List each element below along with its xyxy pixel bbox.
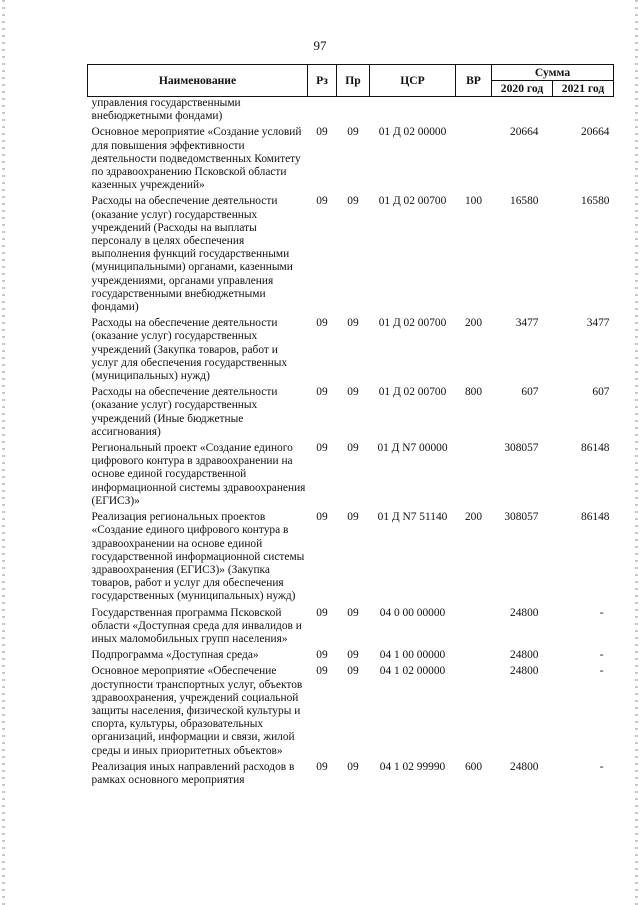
cell-csr: 01 Д 02 00000 (378, 126, 447, 139)
table-row (88, 386, 614, 442)
table-row (88, 442, 614, 511)
cell-name: Региональный проект «Создание единого цифрового контура в здравоохранении на основе единой государственной информационной системы здравоохранения (ЕГИСЗ)» (91, 442, 306, 507)
cell-csr: 04 1 02 99990 (379, 760, 446, 773)
cell-csr: 04 1 00 00000 (379, 649, 446, 662)
cell-csr: 01 Д 02 00700 (378, 195, 447, 208)
cell-vr: 200 (464, 511, 483, 524)
cell-name: Реализация иных направлений расходов в рамках основного мероприятия (91, 760, 295, 786)
table-row (88, 761, 614, 790)
table-body (88, 97, 614, 791)
cell-sum-2021: - (599, 665, 604, 678)
cell-vr (456, 97, 492, 127)
cell-sum-2021: 86148 (581, 511, 610, 524)
table-row (88, 317, 614, 386)
cell-rz: 09 (316, 442, 328, 455)
cell-vr (456, 607, 492, 650)
cell-sum-2020: 24800 (510, 760, 539, 773)
scan-margin-right (635, 0, 638, 905)
table-row (88, 195, 614, 317)
page-number: 97 (313, 38, 327, 53)
cell-rz: 09 (316, 195, 328, 208)
cell-sum-2021: 607 (592, 386, 610, 399)
table-row (88, 649, 614, 665)
header-vr: ВР (456, 65, 492, 97)
cell-sum-2021: - (599, 760, 604, 773)
cell-sum-2020: 16580 (510, 195, 539, 208)
cell-csr: 04 0 00 00000 (379, 606, 446, 619)
cell-pr: 09 (347, 760, 359, 773)
table-row (88, 607, 614, 650)
header-csr: ЦСР (370, 65, 456, 97)
cell-pr: 09 (347, 606, 359, 619)
cell-csr: 01 Д 02 00700 (378, 386, 447, 399)
cell-vr: 600 (464, 760, 483, 773)
table-row (88, 511, 614, 606)
cell-csr: 01 Д N7 51140 (377, 511, 448, 524)
cell-rz: 09 (316, 317, 328, 330)
cell-csr: 04 1 02 00000 (379, 665, 446, 678)
cell-pr: 09 (347, 665, 359, 678)
cell-vr: 100 (464, 195, 483, 208)
table-row (88, 126, 614, 195)
table-row (88, 97, 614, 127)
cell-rz: 09 (316, 511, 328, 524)
cell-rz: 09 (316, 649, 328, 662)
cell-vr: 800 (464, 386, 483, 399)
cell-vr (456, 649, 492, 665)
cell-rz: 09 (316, 386, 328, 399)
cell-name: Расходы на обеспечение деятельности (оказание услуг) государственных учреждений (Закупка товаров, работ и услуг для обеспечения государственных (муниципальных) нужд) (91, 317, 288, 383)
cell-pr (337, 97, 370, 127)
cell-sum-2020: 3477 (515, 317, 539, 330)
cell-sum-2021: - (599, 606, 604, 619)
budget-table (87, 64, 614, 790)
cell-name: Основное мероприятие «Создание условий для повышения эффективности деятельности подведомственных Комитету по здравоохранению Псковской области казенных учреждений» (91, 126, 302, 192)
cell-sum-2020: 308057 (504, 442, 539, 455)
cell-name: Подпрограмма «Доступная среда» (91, 649, 259, 662)
cell-sum-2021: 3477 (586, 317, 610, 330)
table-header (88, 65, 614, 97)
cell-sum-2020: 24800 (510, 649, 539, 662)
cell-csr: 01 Д 02 00700 (378, 317, 447, 330)
cell-pr: 09 (347, 317, 359, 330)
cell-rz (308, 97, 337, 127)
cell-sum-2020: 607 (521, 386, 539, 399)
cell-sum-2020: 24800 (510, 606, 539, 619)
cell-pr: 09 (347, 442, 359, 455)
cell-sum-2021: 20664 (581, 126, 610, 139)
header-name: Наименование (88, 65, 308, 97)
cell-pr: 09 (347, 126, 359, 139)
cell-pr: 09 (347, 649, 359, 662)
cell-rz: 09 (316, 126, 328, 139)
cell-pr: 09 (347, 386, 359, 399)
cell-csr (370, 97, 456, 127)
cell-name: управления государственными внебюджетными фондами) (91, 97, 241, 123)
cell-vr (456, 665, 492, 760)
cell-name: Государственная программа Псковской области «Доступная среда для инвалидов и иных маломобильных групп населения» (91, 606, 302, 645)
header-2021: 2021 год (553, 81, 614, 97)
cell-pr: 09 (347, 195, 359, 208)
cell-vr: 200 (464, 317, 483, 330)
cell-sum-2021 (553, 97, 614, 127)
cell-name: Реализация региональных проектов «Создание единого цифрового контура в здравоохранении на основе единой государственной информационной системы здравоохранения (ЕГИСЗ)» (Закупка товаров, работ и услуг для обеспечения государственных (муниципальных) нужд) (91, 511, 305, 603)
cell-pr: 09 (347, 511, 359, 524)
cell-name: Расходы на обеспечение деятельности (оказание услуг) государственных учреждений (Иные бюджетные ассигнования) (91, 386, 278, 438)
cell-rz: 09 (316, 665, 328, 678)
cell-csr: 01 Д N7 00000 (377, 442, 448, 455)
cell-rz: 09 (316, 606, 328, 619)
cell-sum-2020: 308057 (504, 511, 539, 524)
cell-sum-2021: 86148 (581, 442, 610, 455)
cell-sum-2020: 24800 (510, 665, 539, 678)
cell-rz: 09 (316, 760, 328, 773)
cell-name: Основное мероприятие «Обеспечение доступности транспортных услуг, объектов здравоохранения, учреждений социальной защиты населения, физической культуры и спорта, культуры, образовательных организаций, информации и связи, жилой среды и иных приоритетных объектов» (91, 665, 303, 757)
header-rz: Рз (308, 65, 337, 97)
cell-vr (456, 442, 492, 511)
cell-sum-2021: - (599, 649, 604, 662)
cell-sum-2021: 16580 (581, 195, 610, 208)
cell-name: Расходы на обеспечение деятельности (оказание услуг) государственных учреждений (Расходы на выплаты персоналу в целях обеспечения выполнения функций государственными (муниципальными) органами, казенными учреждениями, органами управления государственными внебюджетными фондами) (91, 195, 293, 314)
cell-sum-2020 (492, 97, 553, 127)
scan-margin-left (2, 0, 5, 905)
header-pr: Пр (337, 65, 370, 97)
cell-vr (456, 126, 492, 195)
header-sum: Сумма (492, 65, 614, 81)
table-row (88, 665, 614, 760)
header-2020: 2020 год (492, 81, 553, 97)
cell-sum-2020: 20664 (510, 126, 539, 139)
